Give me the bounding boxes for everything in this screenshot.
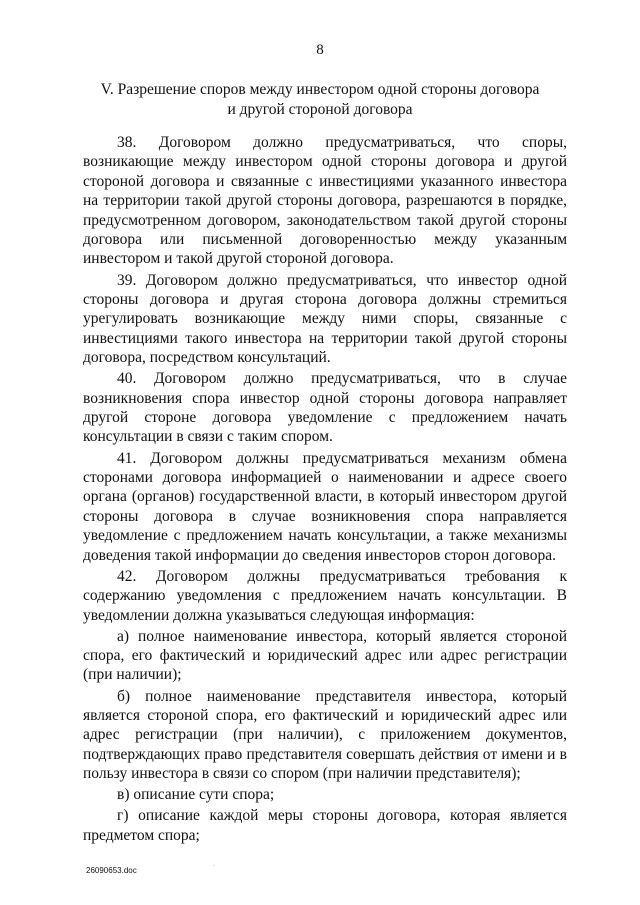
- paragraph-42: 42. Договором должны предусматриваться требования к содержанию уведомления с предложением начать консультации. В уведомлении должна указываться следующая информация:: [83, 567, 567, 624]
- document-body: [83, 133, 567, 847]
- section-title-line-1: V. Разрешение споров между инвестором одной стороны договора: [100, 81, 540, 98]
- list-item-b: б) полное наименование представителя инвестора, который является стороной спора, его фактический и юридический адрес или адрес регистрации (при наличии), с приложением документов, подтверждающих право представителя совершать действия от имени и в пользу инвестора в связи со спором (при наличии представителя);: [83, 687, 567, 783]
- list-item-v: в) описание сути спора;: [117, 786, 275, 804]
- paragraph-39: 39. Договором должно предусматриваться, что инвестор одной стороны договора и другая сторона договора должны стремиться урегулировать возникающие между ними споры, связанные с инвестициями такого инвестора на территории такой другой стороны договора, посредством консультаций.: [83, 271, 567, 367]
- section-title-line-2: и другой стороной договора: [227, 101, 413, 118]
- paragraph-40: 40. Договором должно предусматриваться, что в случае возникновения спора инвестор одной стороны договора направляет другой стороне договора уведомление с предложением начать консультации в связи с таким спором.: [83, 370, 567, 446]
- paragraph-38: 38. Договором должно предусматриваться, что споры, возникающие между инвестором одной стороны договора и другой стороной договора и связанные с инвестициями указанного инвестора на территории такой другой стороны договора, разрешаются в порядке, предусмотренном договором, законодательством такой другой стороны договора или письменной договоренностью между указанным инвестором и такой другой стороной договора.: [83, 134, 567, 268]
- paragraph-41: 41. Договором должны предусматриваться механизм обмена сторонами договора информацией о наименовании и адресе своего органа (органов) государственной власти, в который инвестором другой стороны договора в случае возникновения спора направляется уведомление с предложением начать консультации, а также механизмы доведения такой информации до сведения инвесторов сторон договора.: [83, 449, 567, 564]
- list-item-g: г) описание каждой меры стороны договора, которая является предметом спора;: [83, 807, 567, 844]
- section-title: [90, 80, 550, 120]
- page-number: 8: [316, 42, 324, 58]
- footer-mark: ·: [213, 863, 215, 869]
- list-item-a: а) полное наименование инвестора, который является стороной спора, его фактический и юридический адрес или адрес регистрации (при наличии);: [83, 627, 567, 684]
- footer-filename: 26090653.doc: [86, 866, 137, 875]
